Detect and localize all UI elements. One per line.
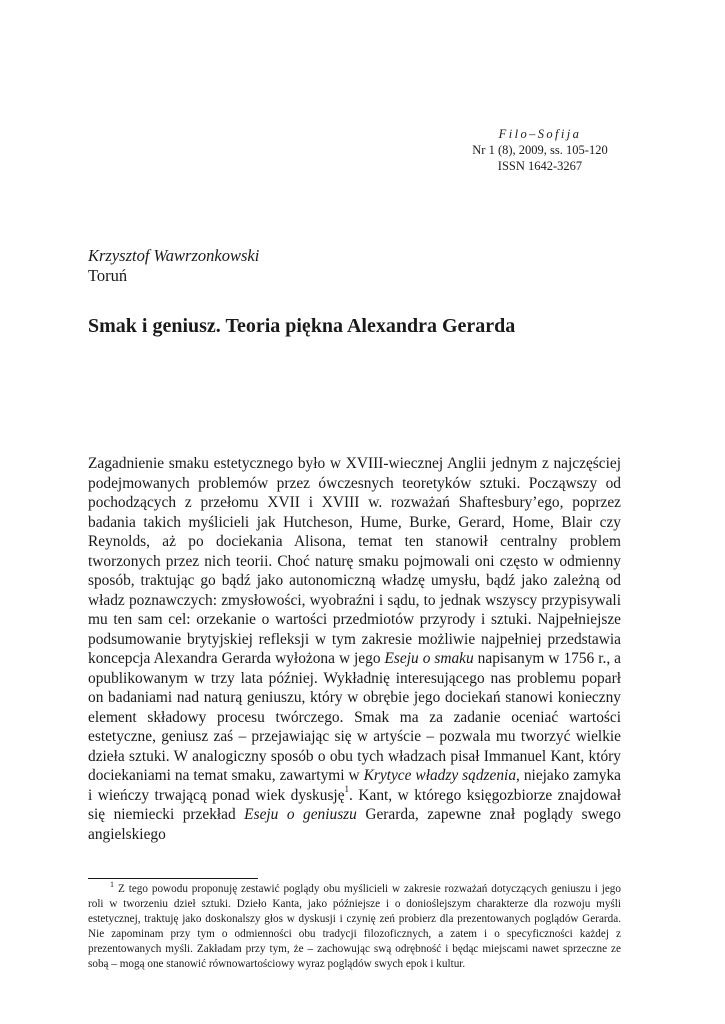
body-paragraph [88,454,621,844]
journal-issue: Nr 1 (8), 2009, ss. 105-120 [472,143,608,157]
body-text-run: , niejako zamyka i wieńczy trwającą ponad wiek dyskusję [88,767,621,804]
footnote-divider [88,878,258,879]
book-title-critique-of-judgment: Krytyce władzy sądzenia [363,767,517,784]
author-block [88,246,259,286]
book-title-essay-on-genius: Eseju o geniuszu [244,806,357,823]
footnote-paragraph [88,882,621,971]
body-text-run: napisanym w 1756 r., a opublikowanym w trzy lata później. Wykładnię interesującego nas problemu poparł on badaniami nad naturą geniuszu, który w obrębie jego dociekań stanowi konieczny element składowy procesu twórczego. Smak ma za zadanie oceniać wartości estetyczne, geniusz zaś – przejawiając się w artyście – pozwala mu tworzyć wielkie dzieła sztuki. W analogiczny sposób o obu tych władzach pisał Immanuel Kant, który dociekaniami na temat smaku, zawartymi w [88,650,621,784]
body-text [88,454,621,844]
footnote-text: Z tego powodu proponuję zestawić poglądy obu myślicieli w zakresie rozważań dotyczących geniuszu i jego roli w tworzeniu dzieł sztuki. Dzieło Kanta, jako późniejsze i o donioślejszym charakterze dla rozwoju myśli estetycznej, traktuję jako doskonalszy głos w dyskusji i czynię zeń probierz dla prezentowanych poglądów Gerarda. Nie zapominam przy tym o odmienności obu tradycji filozoficznych, a zatem i o specyficzności każdej z prezentowanych myśli. Zakładam przy tym, że – zachowując swą odrębność i będąc miejscami nawet sprzeczne ze sobą – mogą one stanowić równowartościowy wyraz poglądów swych epok i kultur. [88,883,621,970]
journal-header [440,126,640,174]
author-name: Krzysztof Wawrzonkowski [88,246,260,265]
footnote-reference[interactable]: 1 [344,784,350,795]
footnote [88,882,621,971]
footnote-number: 1 [110,880,114,890]
body-text-run: . Kant, w którego księgozbiorze znajdował się niemiecki przekład [88,786,621,823]
journal-name: Filo–Sofija [498,127,582,141]
article-title: Smak i geniusz. Teoria piękna Alexandra Gerarda [88,315,516,337]
book-title-essay-on-taste: Eseju o smaku [384,650,474,667]
author-affiliation: Toruń [88,266,128,285]
body-text-run: Zagadnienie smaku estetycznego było w XVIII-wiecznej Anglii jednym z najczęściej podejmowanych problemów przez ówczesnych teoretyków sztuki. Począwszy od pochodzących z przełomu XVII i XVIII w. rozważań Shaftesbury’ego, poprzez badania takich myślicieli jak Hutcheson, Hume, Burke, Gerard, Home, Blair czy Reynolds, aż po dociekania Alisona, temat ten stanowił centralny problem tworzonych przez nich teorii. Choć naturę smaku pojmowali oni często w odmienny sposób, traktując go bądź jako autonomiczną władzę umysłu, bądź jako zależną od władz poznawczych: zmysłowości, wyobraźni i sądu, to jednak wszyscy przypisywali mu ten sam cel: orzekanie o wartości przedmiotów przyrody i sztuki. Najpełniejsze podsumowanie brytyjskiej refleksji w tym zakresie możliwie najpełniej przedstawia koncepcja Alexandra Gerarda wyłożona w jego [88,455,621,667]
journal-issn: ISSN 1642-3267 [497,159,583,173]
body-text-run: Gerarda, zapewne znał poglądy swego angielskiego [88,806,621,843]
